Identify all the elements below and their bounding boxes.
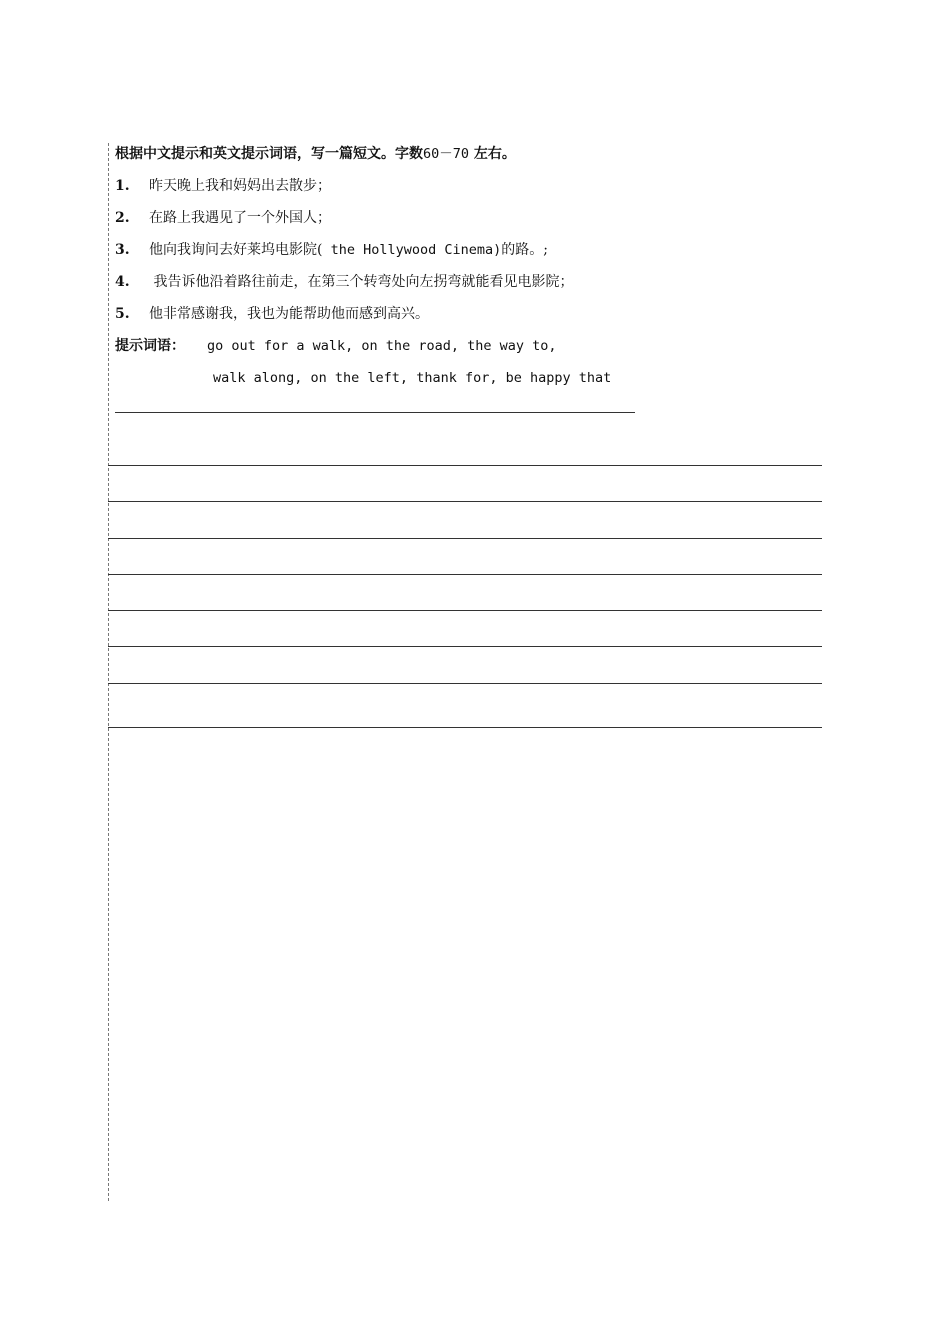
writing-line [108, 538, 822, 539]
writing-line [108, 610, 822, 611]
instruction-count: 60－70 [423, 146, 470, 162]
keywords-text-2: walk along, on the left, thank for, be happy that [213, 370, 612, 386]
instruction-line [115, 144, 516, 164]
prompt-item-2 [115, 208, 331, 228]
item-number: 1. [115, 178, 130, 194]
answer-underline-short [115, 412, 635, 413]
keywords-text-1: go out for a walk, on the road, the way to, [207, 338, 557, 354]
keywords-line-1 [115, 336, 557, 356]
writing-line [108, 574, 822, 575]
keywords-line-2 [213, 368, 611, 388]
prompt-item-5 [115, 304, 429, 324]
item-text-b: 的路。; [501, 242, 548, 258]
item-text: 我告诉他沿着路往前走，在第三个转弯处向左拐弯就能看见电影院； [149, 274, 574, 290]
prompt-item-1 [115, 176, 331, 196]
writing-line [108, 465, 822, 466]
margin-dashed-rule [108, 143, 109, 1201]
item-text-english: the Hollywood Cinema) [322, 242, 502, 258]
item-number: 4. [115, 274, 130, 290]
item-text: 在路上我遇见了一个外国人； [149, 210, 331, 226]
item-text-a: 他向我询问去好莱坞电影院( [149, 242, 323, 258]
item-text: 他非常感谢我，我也为能帮助他而感到高兴。 [149, 306, 429, 322]
item-text: 昨天晚上我和妈妈出去散步； [149, 178, 331, 194]
writing-line [108, 727, 822, 728]
prompt-item-3 [115, 240, 548, 260]
keywords-label: 提示词语： [115, 338, 185, 354]
item-number: 3. [115, 242, 130, 258]
item-number: 5. [115, 306, 130, 322]
writing-line [108, 501, 822, 502]
instruction-prefix: 根据中文提示和英文提示词语，写一篇短文。字数 [115, 146, 423, 162]
prompt-item-4 [115, 272, 573, 292]
instruction-suffix: 左右。 [469, 146, 516, 162]
item-number: 2. [115, 210, 130, 226]
writing-line [108, 683, 822, 684]
writing-line [108, 646, 822, 647]
